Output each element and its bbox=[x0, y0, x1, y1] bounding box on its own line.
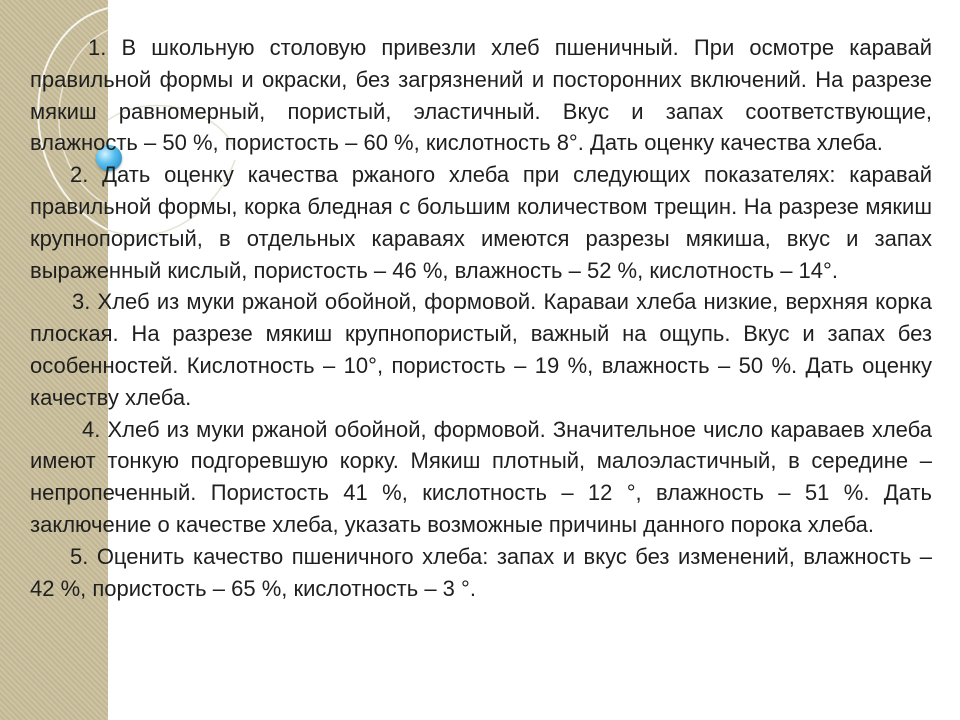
slide-text bbox=[30, 32, 932, 604]
task-paragraph-3: 3. Хлеб из муки ржаной обойной, формовой. Караваи хлеба низкие, верхняя корка плоская. На разрезе мякиш крупнопористый, важный на ощупь. Вкус и запах без особенностей. Кислотность – 10°, пористость – 19 %, влажность – 50 %. Дать оценку качеству хлеба. bbox=[30, 289, 932, 410]
task-paragraph-5: 5. Оценить качество пшеничного хлеба: запах и вкус без изменений, влажность – 42 %, пористость – 65 %, кислотность – 3 °. bbox=[30, 543, 932, 601]
task-paragraph-4: 4. Хлеб из муки ржаной обойной, формовой. Значительное число караваев хлеба имеют тонкую подгоревшую корку. Мякиш плотный, малоэластичный, в середине – непропеченный. Пористость 41 %, кислотность – 12 °, влажность – 51 %. Дать заключение о качестве хлеба, указать возможные причины данного порока хлеба. bbox=[30, 416, 932, 537]
task-paragraph-1: 1. В школьную столовую привезли хлеб пшеничный. При осмотре каравай правильной формы и окраски, без загрязнений и посторонних включений. На разрезе мякиш равномерный, пористый, эластичный. Вкус и запах соответствующие, влажность – 50 %, пористость – 60 %, кислотность 8°. Дать оценку качества хлеба. bbox=[30, 35, 932, 156]
task-paragraph-2: 2. Дать оценку качества ржаного хлеба при следующих показателях: каравай правильной формы, корка бледная с большим количеством трещин. На разрезе мякиш крупнопористый, в отдельных караваях имеются разрезы мякиша, вкус и запах выраженный кислый, пористость – 46 %, влажность – 52 %, кислотность – 14°. bbox=[30, 162, 932, 283]
